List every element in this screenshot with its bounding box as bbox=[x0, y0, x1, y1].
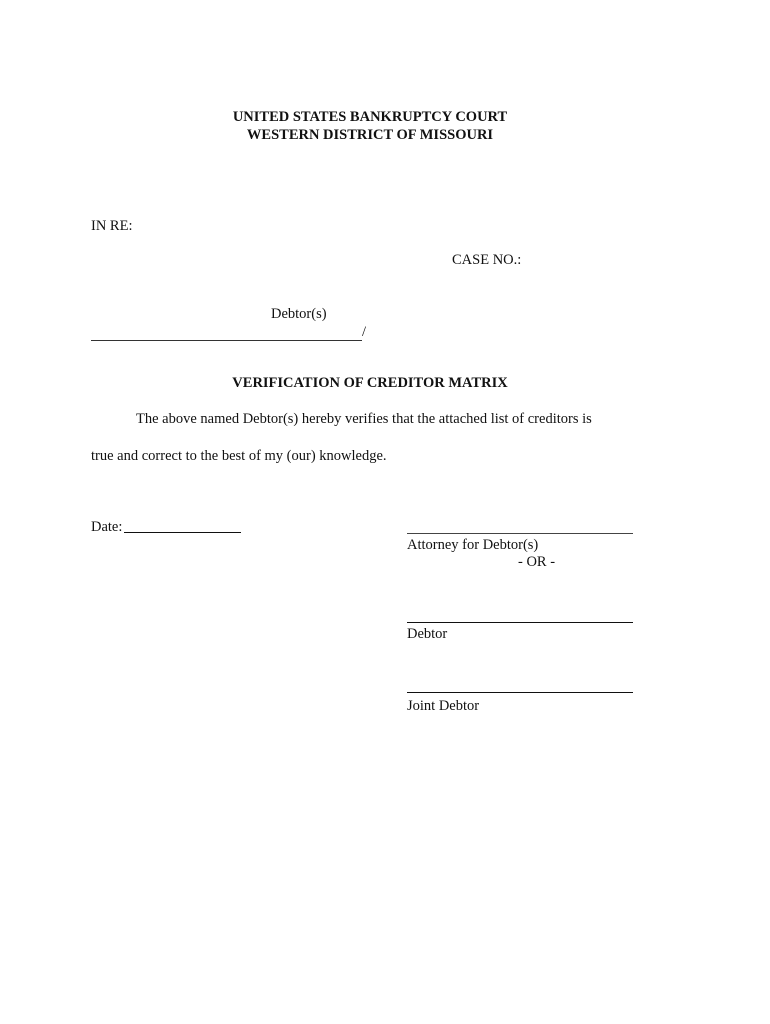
debtors-caption-label: Debtor(s) bbox=[271, 306, 327, 322]
court-district: WESTERN DISTRICT OF MISSOURI bbox=[246, 127, 494, 143]
debtor-signature-line[interactable] bbox=[407, 622, 633, 623]
date-field-line[interactable] bbox=[124, 532, 241, 533]
joint-debtor-signature-line[interactable] bbox=[407, 692, 633, 693]
attorney-signature-line[interactable] bbox=[407, 533, 633, 534]
court-name: UNITED STATES BANKRUPTCY COURT bbox=[232, 109, 508, 125]
verification-text-line-1: The above named Debtor(s) hereby verifies that the attached list of creditors is bbox=[136, 411, 592, 427]
date-label: Date: bbox=[91, 519, 123, 535]
or-separator: - OR - bbox=[518, 554, 556, 570]
caption-slash: / bbox=[362, 324, 367, 340]
case-number-label: CASE NO.: bbox=[452, 252, 522, 268]
debtor-signature-label: Debtor bbox=[407, 626, 448, 642]
debtor-name-line[interactable] bbox=[91, 340, 362, 341]
joint-debtor-signature-label: Joint Debtor bbox=[407, 698, 480, 714]
attorney-signature-label: Attorney for Debtor(s) bbox=[407, 537, 539, 553]
in-re-label: IN RE: bbox=[91, 218, 133, 234]
verification-text-line-2: true and correct to the best of my (our) knowledge. bbox=[91, 448, 387, 464]
document-title: VERIFICATION OF CREDITOR MATRIX bbox=[232, 375, 508, 391]
